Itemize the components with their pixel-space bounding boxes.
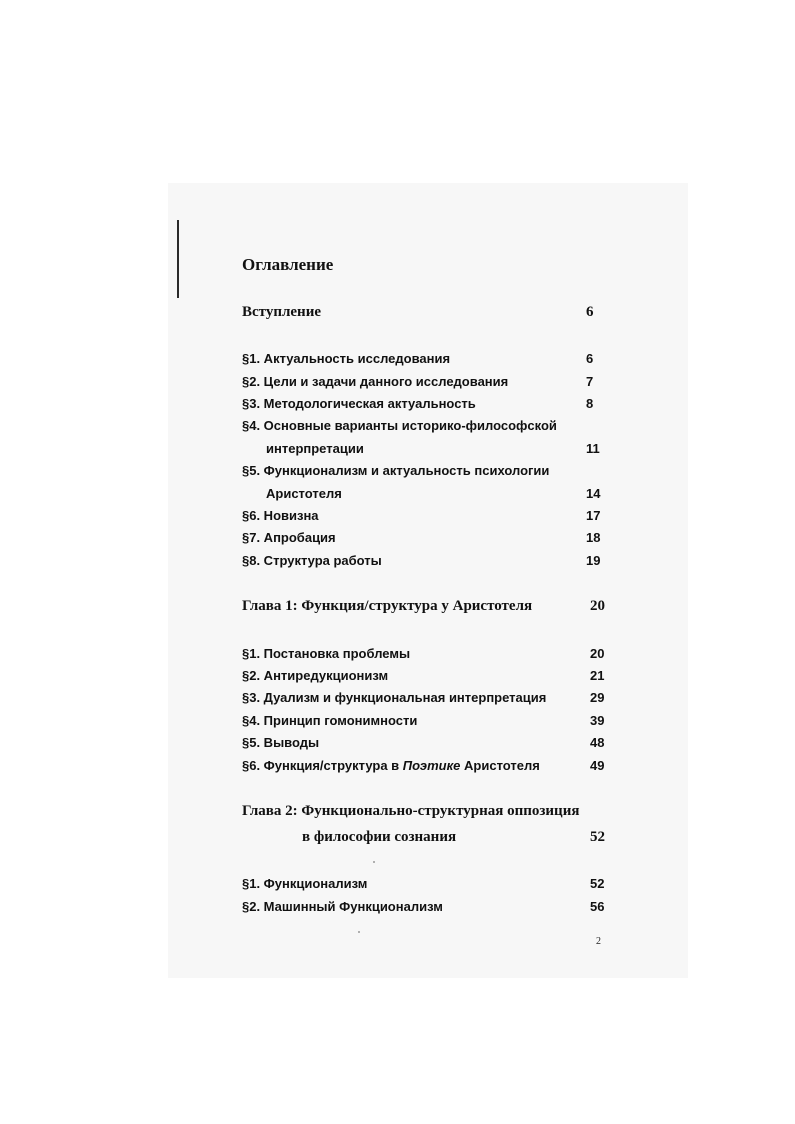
toc-item-page: 6 bbox=[586, 351, 594, 366]
toc-item-label: §3. Методологическая актуальность bbox=[242, 396, 476, 411]
toc-item-page: 11 bbox=[586, 441, 600, 456]
toc-chapter-2-cont bbox=[242, 829, 612, 851]
toc-item-page: 19 bbox=[586, 553, 601, 568]
toc-item-label: §6. Новизна bbox=[242, 508, 319, 523]
toc-item-label: §3. Дуализм и функциональная интерпретация bbox=[242, 690, 547, 705]
toc-item-label: §2. Цели и задачи данного исследования bbox=[242, 374, 509, 389]
page-title: Оглавление bbox=[242, 255, 334, 274]
toc-item-page: 18 bbox=[586, 530, 601, 545]
toc-chapter-label-line2: в философии сознания bbox=[302, 829, 457, 845]
toc-item-label: §1. Актуальность исследования bbox=[242, 351, 451, 366]
toc-item bbox=[242, 668, 612, 690]
toc-item bbox=[242, 735, 612, 757]
toc-item-label bbox=[242, 758, 540, 773]
toc-chapter-label: Глава 1: Функция/структура у Аристотеля bbox=[242, 598, 533, 614]
toc-item-label: §5. Выводы bbox=[242, 735, 320, 750]
toc-intro-page: 6 bbox=[586, 304, 594, 320]
toc-item-label: §1. Функционализм bbox=[242, 876, 368, 891]
toc-chapter-label-line1: Глава 2: Функционально-структурная оппозиция bbox=[242, 803, 580, 819]
toc-item-page: 17 bbox=[586, 508, 601, 523]
toc-item bbox=[242, 646, 612, 668]
label-italic: Поэтике bbox=[402, 758, 461, 773]
toc-intro-label: Вступление bbox=[242, 304, 321, 320]
toc-item-label: §2. Антиредукционизм bbox=[242, 668, 389, 683]
toc-item-page: 7 bbox=[586, 374, 594, 389]
toc-item bbox=[242, 351, 612, 373]
scan-speck bbox=[358, 931, 360, 933]
toc-chapter-2 bbox=[242, 803, 612, 825]
label-before: §6. Функция/структура в bbox=[242, 758, 403, 773]
toc-item-label: интерпретации bbox=[266, 441, 364, 456]
toc-chapter-1 bbox=[242, 598, 612, 620]
toc-item bbox=[242, 553, 612, 575]
toc-item bbox=[242, 713, 612, 735]
toc-item-page: 49 bbox=[590, 758, 605, 773]
toc-intro bbox=[242, 304, 612, 326]
toc-item bbox=[242, 530, 612, 552]
scanned-page bbox=[168, 183, 688, 978]
toc-item-page: 52 bbox=[590, 876, 605, 891]
toc-item-page: 56 bbox=[590, 899, 605, 914]
toc-item-continuation bbox=[242, 441, 612, 463]
toc-item-label: §2. Машинный Функционализм bbox=[242, 899, 443, 914]
scan-speck bbox=[373, 861, 375, 863]
toc-item bbox=[242, 690, 612, 712]
toc-item-label: Аристотеля bbox=[266, 486, 342, 501]
toc-item-page: 29 bbox=[590, 690, 605, 705]
toc-item-page: 20 bbox=[590, 646, 605, 661]
toc-item bbox=[242, 508, 612, 530]
toc-item bbox=[242, 899, 612, 921]
toc-chapter-page: 20 bbox=[590, 598, 605, 614]
toc-item-label: §8. Структура работы bbox=[242, 553, 382, 568]
toc-item bbox=[242, 463, 612, 485]
toc-item-page: 21 bbox=[590, 668, 605, 683]
toc-item bbox=[242, 396, 612, 418]
toc-item-continuation bbox=[242, 486, 612, 508]
toc-item bbox=[242, 374, 612, 396]
toc-item bbox=[242, 758, 612, 780]
toc-item-label: §4. Основные варианты историко-философской bbox=[242, 418, 557, 433]
toc-item bbox=[242, 876, 612, 898]
toc-item-page: 48 bbox=[590, 735, 605, 750]
toc-item bbox=[242, 418, 612, 440]
toc-item-page: 39 bbox=[590, 713, 605, 728]
toc-item-label: §1. Постановка проблемы bbox=[242, 646, 411, 661]
toc-chapter-page: 52 bbox=[590, 829, 605, 845]
toc-item-page: 14 bbox=[586, 486, 601, 501]
toc-item-label: §4. Принцип гомонимности bbox=[242, 713, 418, 728]
toc-item-label: §7. Апробация bbox=[242, 530, 336, 545]
toc-item-page: 8 bbox=[586, 396, 594, 411]
page-number: 2 bbox=[596, 936, 601, 947]
toc-item-label: §5. Функционализм и актуальность психологии bbox=[242, 463, 550, 478]
label-after: Аристотеля bbox=[460, 758, 540, 773]
margin-mark bbox=[177, 220, 179, 298]
